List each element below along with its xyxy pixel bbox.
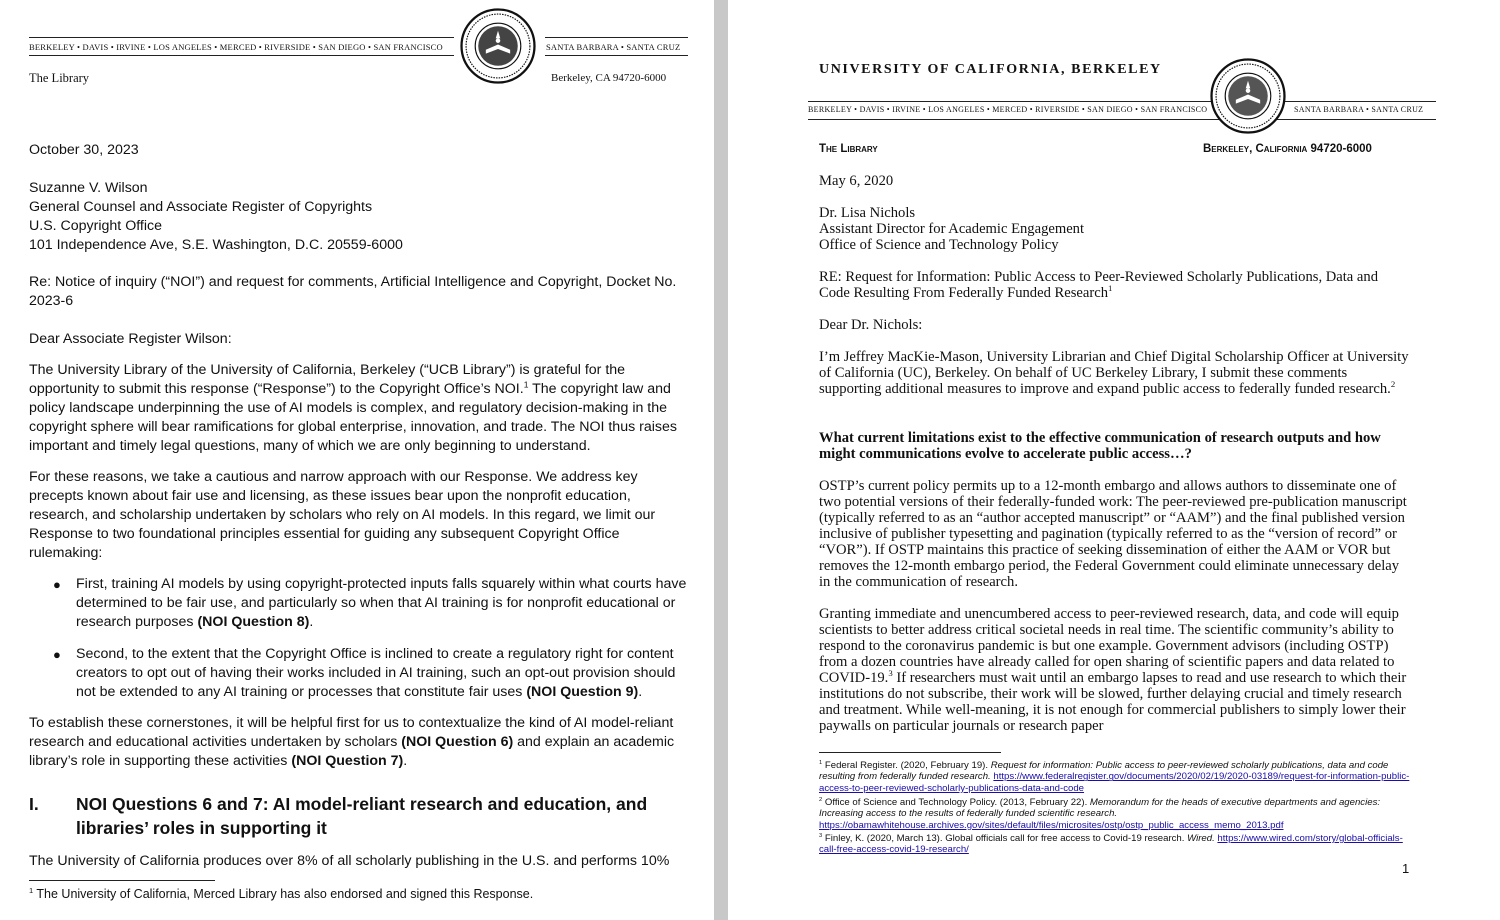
bullet-dot: ● xyxy=(53,577,61,592)
letter-page-right xyxy=(728,0,1500,920)
salutation: Dear Associate Register Wilson: xyxy=(29,331,232,347)
letterhead-rule-top xyxy=(808,101,1436,102)
letterhead-rule-top xyxy=(29,37,454,38)
university-seal-icon xyxy=(460,8,536,84)
campus-list: BERKELEY • DAVIS • IRVINE • LOS ANGELES • MERCED • RIVERSIDE • SAN DIEGO • SAN FRANCISCO xyxy=(808,105,1208,114)
footnote-link[interactable]: https://obamawhitehouse.archives.gov/sites/default/files/microsites/ostp/ostp_public_access_memo_2013.pdf xyxy=(819,819,1284,831)
letter-date: October 30, 2023 xyxy=(29,142,139,158)
letter-date: May 6, 2020 xyxy=(819,173,894,189)
campus-list-right: SANTA BARBARA • SANTA CRUZ xyxy=(1294,105,1424,114)
salutation: Dear Dr. Nichols: xyxy=(819,317,923,333)
paragraph-uc: The University of California produces over 8% of all scholarly publishing in the U.S. and performs 10% xyxy=(29,853,670,869)
re-line: RE: Request for Information: Public Access to Peer-Reviewed Scholarly Publications, Data and Code Resulting From Federally Funded Research$^1$ xyxy=(819,269,1379,301)
recipient-line: U.S. Copyright Office xyxy=(29,218,162,234)
letterhead-rule-bottom-right xyxy=(545,55,688,56)
paragraph-access: Granting immediate and unencumbered access to peer-reviewed research, data, and code will equip scientists to better address critical societal needs in real time. The scientific community’s ability to respond to the coronavirus pandemic is but one example. Government advisors (including OSTP) from a dozen countries have already called for open sharing of scientific papers and data related to COVID-19.$^3$ If researchers must wait until an embargo lapses to read and use research to which their institutions do not subscribe, their work will be slowed, further delaying crucial and timely research and treatment. While well-meaning, it is not enough for commercial publishers to simply lower their paywalls on particular journals or research paper xyxy=(819,606,1407,734)
recipient-line: Suzanne V. Wilson xyxy=(29,180,148,196)
paragraph-cornerstones: To establish these cornerstones, it will be helpful first for us to contextualize the kind of AI model-reliant research and educational activities undertaken by scholars (NOI Question 6) and explain an academic library’s role in supporting these activities (NOI Question 7). xyxy=(29,715,675,769)
footnote: $^1$ Federal Register. (2020, February 19). Request for information: Public access to peer-reviewed scholarly publications, data and code resulting from federally funded research. https://www.federalregister.gov/documents/2020/02/19/2020-03189/request-for-information-public-access-to-peer-reviewed-scholarly-publications-data-and-code xyxy=(819,759,1410,794)
bullet-dot: ● xyxy=(53,647,61,662)
footnote-divider xyxy=(29,880,215,881)
footnote-link[interactable]: https://www.federalregister.gov/documents/2020/02/19/2020-03189/request-for-information-public-access-to-peer-reviewed-scholarly-publications-data-and-code xyxy=(819,771,1410,794)
recipient-line: General Counsel and Associate Register of Copyrights xyxy=(29,199,373,215)
footnote-ref: 2 xyxy=(1390,379,1396,390)
paragraph-policy: OSTP’s current policy permits up to a 12-month embargo and allows authors to disseminate one of two potential versions of their federally-funded work: The peer-reviewed pre-publication manuscript (typically referred to as an “author accepted manuscript” or “AAM”) and the final published version inclusive of publisher typesetting and pagination (typically referred to as the “version of record” or “VOR”). If OSTP maintains this practice of seeking dissemination of either the AAM or VOR but removes the 12-month embargo period, the Federal Government could eliminate unnecessary delay in the communication of research. xyxy=(819,478,1407,590)
re-line: Re: Notice of inquiry (“NOI”) and request for comments, Artificial Intelligence and Copyright, Docket No. 2023-6 xyxy=(29,274,677,309)
campus-list-right: SANTA BARBARA • SANTA CRUZ xyxy=(546,42,681,52)
recipient-line: 101 Independence Ave, S.E. Washington, D.C. 20559-6000 xyxy=(29,237,403,253)
library-address: Berkeley, California 94720-6000 xyxy=(1203,143,1372,155)
campus-list: BERKELEY • DAVIS • IRVINE • LOS ANGELES • MERCED • RIVERSIDE • SAN DIEGO • SAN FRANCISCO xyxy=(29,42,443,52)
section-heading: NOI Questions 6 and 7: AI model-reliant research and education, and libraries’ roles in supporting it xyxy=(76,794,648,838)
footnote-divider xyxy=(819,752,1001,753)
letterhead-rule-bottom xyxy=(808,119,1436,120)
library-address: Berkeley, CA 94720-6000 xyxy=(551,72,667,84)
footnote-ref: 1 xyxy=(1108,283,1113,294)
letterhead-rule-top-right xyxy=(545,37,688,38)
footnote-ref: 1 xyxy=(523,379,529,390)
recipient-line: Assistant Director for Academic Engagement xyxy=(819,221,1085,237)
paragraph-intro: I’m Jeffrey MacKie-Mason, University Librarian and Chief Digital Scholarship Officer at University of California (UC), Berkeley. On behalf of UC Berkeley Library, I submit these comments supporting additional measures to improve and expand public access to federally funded research.$^2$ xyxy=(819,349,1409,397)
university-seal-icon xyxy=(1210,58,1286,134)
footnote: $^3$ Finley, K. (2020, March 13). Global officials call for free access to Covid-19 research. Wired. https://www.wired.com/story/global-officials-call-free-access-covid-19-research/ xyxy=(819,832,1403,856)
bullet-item: Second, to the extent that the Copyright Office is inclined to create a regulatory right for content creators to opt out of having their works included in AI training, such an opt-out provision should not be extended to any AI training or processes that constitute fair uses (NOI Question 9). xyxy=(76,646,676,700)
bullet-item: First, training AI models by using copyright-protected inputs falls squarely within what courts have determined to be fair use, and particularly so when that AI training is for nonprofit educational or research purposes (NOI Question 8). xyxy=(76,576,687,630)
section-number: I. xyxy=(29,794,39,814)
recipient-line: Dr. Lisa Nichols xyxy=(819,205,916,221)
footnote: $^1$ The University of California, Merced Library has also endorsed and signed this Response. xyxy=(29,885,534,901)
question-heading: What current limitations exist to the effective communication of research outputs and how might communications evolve to accelerate public access…? xyxy=(819,430,1381,462)
footnote: $^2$ Office of Science and Technology Policy. (2013, February 22). Memorandum for the heads of executive departments and agencies: Increasing access to the results of federally funded scientific research. https://obamawhitehouse.archives.gov/sites/default/files/microsites/ostp/ostp_public_access_memo_2013.pdf xyxy=(819,796,1381,831)
letter-page-left xyxy=(0,0,714,920)
paragraph-intro: The University Library of the University of California, Berkeley (“UCB Library”) is grateful for the opportunity to submit this response (“Response”) to the Copyright Office’s NOI.$^1$ The copyright law and policy landscape underpinning the use of AI models is complex, and regulatory decision-making in the copyright sphere will bear ramifications for global enterprise, innovation, and trade. The NOI thus raises important and timely legal questions, many of which we are only beginning to understand. xyxy=(29,362,677,454)
page-number: 1 xyxy=(1402,861,1410,876)
letterhead-rule-bottom xyxy=(29,55,454,56)
paragraph-approach: For these reasons, we take a cautious and narrow approach with our Response. We address key precepts known about fair use and licensing, as these issues bear upon the nonprofit education, research, and scholarship undertaken by scholars who rely on AI models. In this regard, we limit our Response to two foundational principles essential for guiding any subsequent Copyright Office rulemaking: xyxy=(29,469,656,561)
library-name: The Library xyxy=(29,71,90,85)
recipient-line: Office of Science and Technology Policy xyxy=(819,237,1059,253)
footnote-link[interactable]: https://www.wired.com/story/global-officials-call-free-access-covid-19-research/ xyxy=(819,833,1403,856)
library-name: The Library xyxy=(819,143,878,155)
university-name: UNIVERSITY OF CALIFORNIA, BERKELEY xyxy=(819,62,1162,77)
footnote-ref: 3 xyxy=(888,668,893,679)
